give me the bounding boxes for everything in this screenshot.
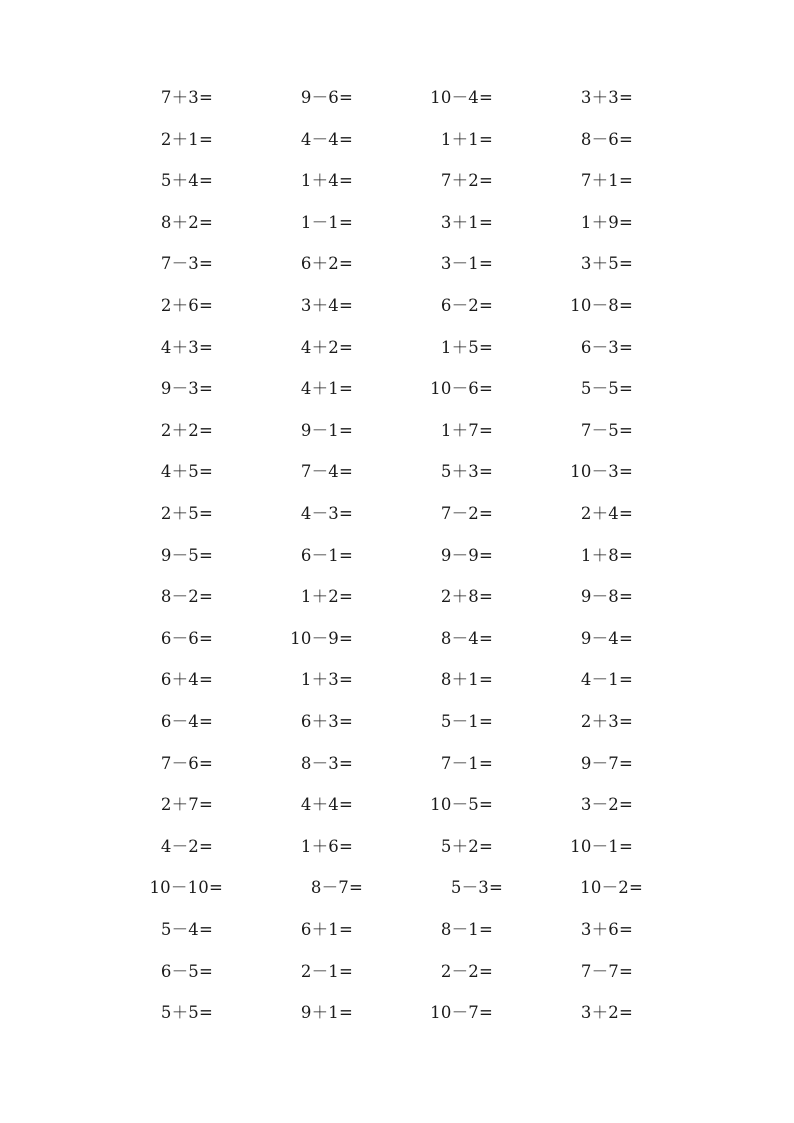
problem-row [0, 541, 794, 571]
math-problem: 10－4= [430, 88, 493, 107]
math-problem: 6＋3= [300, 712, 353, 731]
math-problem: 7－5= [580, 420, 633, 440]
math-problem: 3＋3= [580, 88, 633, 107]
math-problem: 5＋2= [440, 836, 493, 856]
math-problem: 7＋3= [160, 88, 213, 107]
math-problem: 9－8= [580, 587, 633, 607]
math-problem: 5－4= [160, 920, 213, 939]
math-problem: 2＋3= [580, 712, 633, 731]
math-problem: 10－10= [149, 878, 223, 898]
math-problem: 10－2= [580, 878, 643, 898]
problem-row [0, 374, 794, 404]
problem-row [0, 166, 794, 196]
math-problem: 1＋6= [300, 836, 353, 856]
problem-row [0, 998, 794, 1028]
problem-row [0, 915, 794, 945]
math-problem: 6－4= [160, 712, 213, 731]
math-problem: 8－3= [300, 753, 353, 773]
math-problem: 3－2= [580, 795, 633, 815]
math-problem: 1＋9= [580, 212, 633, 232]
math-problem: 4＋5= [160, 462, 213, 482]
math-problem: 4＋1= [300, 379, 353, 399]
math-problem: 7＋1= [580, 171, 633, 191]
math-problem: 4－3= [300, 504, 353, 523]
math-problem: 5－5= [580, 379, 633, 399]
problem-row [0, 499, 794, 529]
math-problem: 9－7= [580, 753, 633, 773]
math-problem: 8－1= [440, 920, 493, 939]
math-problem: 10－3= [570, 462, 633, 482]
math-problem: 4－4= [300, 129, 353, 149]
problem-row [0, 832, 794, 862]
math-problem: 9＋1= [300, 1003, 353, 1023]
math-problem: 2＋7= [160, 795, 213, 815]
math-problem: 2＋6= [160, 296, 213, 315]
math-problem: 5＋5= [160, 1003, 213, 1023]
math-problem: 6－5= [160, 961, 213, 981]
math-problem: 2＋5= [160, 504, 213, 523]
math-problem: 6＋1= [300, 920, 353, 939]
math-problem: 1＋7= [440, 420, 493, 440]
math-problem: 5＋3= [440, 462, 493, 482]
math-problem: 1＋2= [300, 587, 353, 607]
math-problem: 7＋2= [440, 171, 493, 191]
math-problem: 4－2= [160, 836, 213, 856]
math-problem: 3＋5= [580, 254, 633, 274]
math-problem: 10－8= [570, 296, 633, 315]
math-problem: 7－7= [580, 961, 633, 981]
math-problem: 3＋1= [440, 212, 493, 232]
problem-row [0, 624, 794, 654]
math-problem: 3＋2= [580, 1003, 633, 1023]
problem-row [0, 416, 794, 446]
math-problem: 1＋5= [440, 337, 493, 357]
math-problem: 6＋4= [160, 670, 213, 690]
math-problem: 10－7= [430, 1003, 493, 1023]
math-problem: 1－1= [300, 212, 353, 232]
problem-row [0, 582, 794, 612]
math-problem: 9－4= [580, 628, 633, 648]
problem-row [0, 790, 794, 820]
problem-row [0, 665, 794, 695]
math-problem: 7－3= [160, 254, 213, 274]
math-problem: 4－1= [580, 670, 633, 690]
math-problem: 2＋2= [160, 420, 213, 440]
math-problem: 5－1= [440, 712, 493, 731]
math-problem: 7－2= [440, 504, 493, 523]
math-problem: 8－2= [160, 587, 213, 607]
math-problem: 10－5= [430, 795, 493, 815]
math-problem: 9－1= [300, 420, 353, 440]
math-problem: 3＋6= [580, 920, 633, 939]
math-problem: 1＋8= [580, 545, 633, 565]
math-problem: 4＋3= [160, 337, 213, 357]
math-problem: 4＋4= [300, 795, 353, 815]
problem-row [0, 707, 794, 737]
math-problem: 10－6= [430, 379, 493, 399]
problem-row [0, 125, 794, 155]
math-problem: 2＋8= [440, 587, 493, 607]
math-problem: 10－9= [290, 628, 353, 648]
math-problem: 3－1= [440, 254, 493, 274]
math-problem: 2＋4= [580, 504, 633, 523]
problem-row [0, 291, 794, 321]
problem-row [0, 333, 794, 363]
math-problem: 2－1= [300, 961, 353, 981]
problem-row [0, 83, 794, 113]
math-problem: 8－7= [310, 878, 363, 898]
problem-row [0, 957, 794, 987]
math-problem: 1＋3= [300, 670, 353, 690]
math-problem: 1＋1= [440, 129, 493, 149]
math-problem: 6－2= [440, 296, 493, 315]
problem-row [0, 457, 794, 487]
math-problem: 7－6= [160, 753, 213, 773]
math-problem: 9－3= [160, 379, 213, 399]
math-problem: 2－2= [440, 961, 493, 981]
problem-row [0, 749, 794, 779]
math-problem: 4＋2= [300, 337, 353, 357]
math-problem: 5＋4= [160, 171, 213, 191]
math-problem: 8＋2= [160, 212, 213, 232]
math-problem: 6＋2= [300, 254, 353, 274]
math-problem: 6－3= [580, 337, 633, 357]
math-problem: 5－3= [450, 878, 503, 898]
math-problem: 1＋4= [300, 171, 353, 191]
math-problem: 7－1= [440, 753, 493, 773]
math-problem: 6－1= [300, 545, 353, 565]
math-problem: 9－6= [300, 88, 353, 107]
math-problem: 9－9= [440, 545, 493, 565]
problem-row [0, 208, 794, 238]
math-problem: 9－5= [160, 545, 213, 565]
math-problem: 8－4= [440, 628, 493, 648]
math-problem: 3＋4= [300, 296, 353, 315]
problem-row [0, 249, 794, 279]
math-problem: 2＋1= [160, 129, 213, 149]
math-problem: 8－6= [580, 129, 633, 149]
math-problem: 10－1= [570, 836, 633, 856]
problem-row [0, 873, 794, 903]
math-problem: 7－4= [300, 462, 353, 482]
math-problem: 8＋1= [440, 670, 493, 690]
math-problem: 6－6= [160, 628, 213, 648]
